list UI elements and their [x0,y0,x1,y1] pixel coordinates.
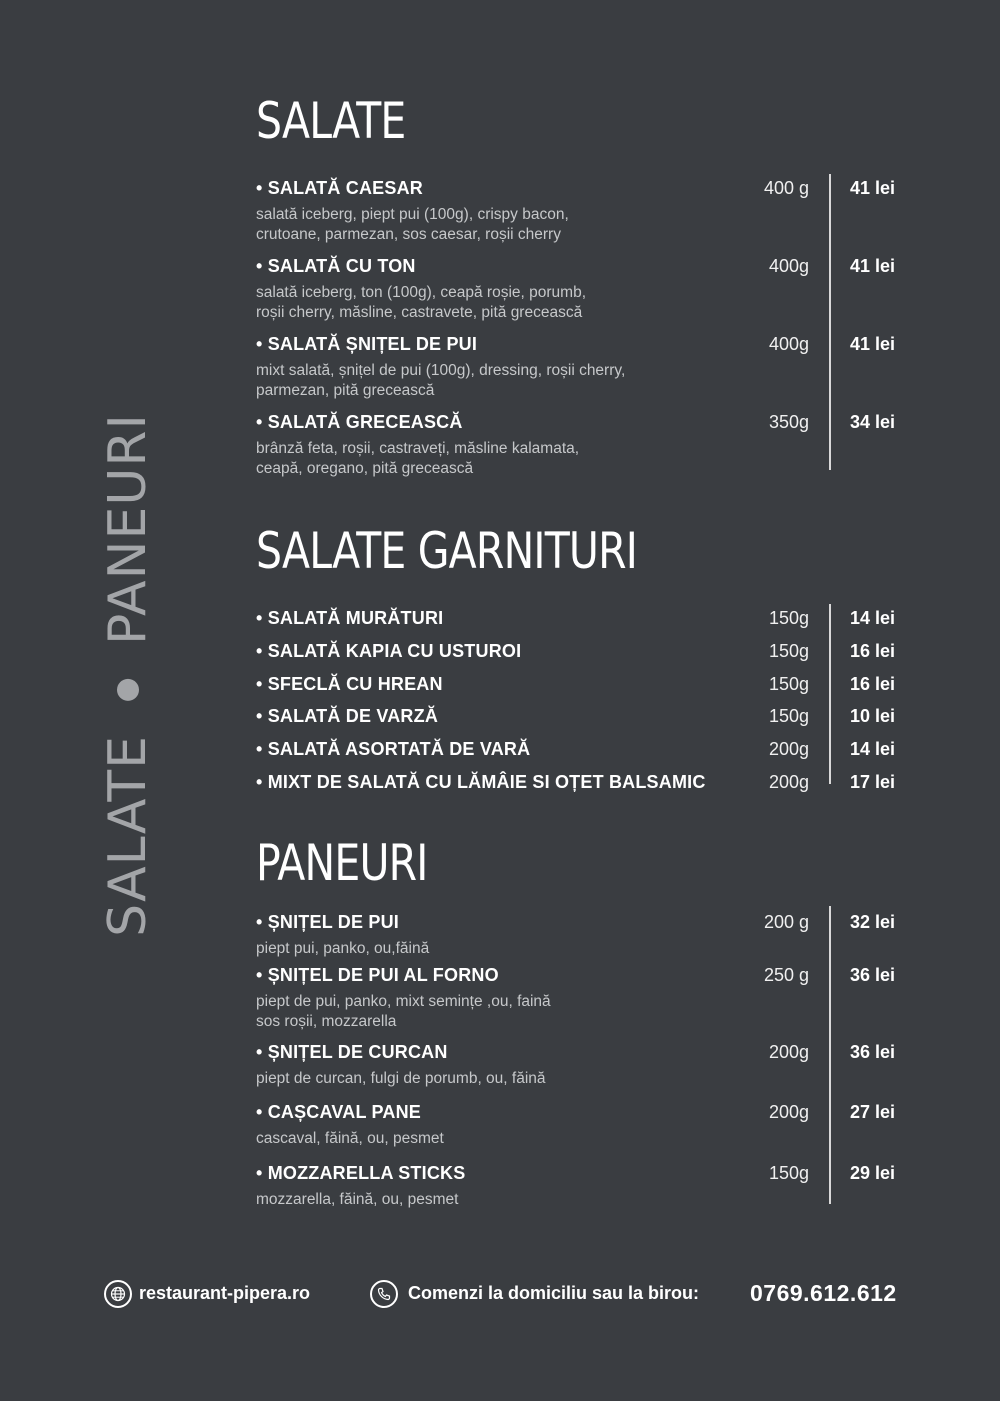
item-price: 32 lei [849,912,895,932]
desc-line: roșii cherry, măsline, castravete, pită grecească [256,304,583,321]
item-description [256,1129,686,1149]
item-list [256,178,906,482]
item-description [256,992,686,1032]
item-name: • SALATĂ GRECEASCĂ [256,412,463,432]
item-weight: 400g [768,256,809,276]
item-name: • SFECLĂ CU HREAN [256,673,443,694]
item-name: • ȘNIȚEL DE PUI AL FORNO [256,965,499,985]
item-price: 41 lei [849,256,895,276]
menu-item [256,641,906,674]
item-name: • SALATĂ DE VARZĂ [256,706,439,727]
item-price: 41 lei [849,178,895,198]
side-label-salate: SALATE [98,735,158,937]
item-weight: 350g [768,412,809,432]
desc-line: mozzarella, făină, ou, pesmet [256,1191,459,1208]
item-description [256,1069,686,1089]
item-name: • SALATĂ KAPIA CU USTUROI [256,640,522,661]
item-weight: 150g [768,706,809,727]
item-price: 36 lei [849,1042,895,1062]
item-price: 17 lei [849,771,895,792]
item-list [256,912,906,1213]
menu-item [256,1102,906,1163]
item-price: 16 lei [849,673,895,694]
menu-item [256,1042,906,1102]
item-list [256,608,906,805]
item-name: • CAȘCAVAL PANE [256,1102,421,1122]
desc-line: salată iceberg, ton (100g), ceapă roșie, porumb, [256,284,586,301]
item-weight: 200g [768,739,809,760]
item-weight: 150g [768,608,809,628]
item-price: 27 lei [849,1102,895,1122]
phone-number[interactable]: 0769.612.612 [750,1280,897,1306]
item-name: • SALATĂ ȘNIȚEL DE PUI [256,334,478,354]
menu-item [256,608,906,641]
menu-item [256,706,906,739]
item-price: 10 lei [849,706,895,727]
section-title: SALATE [256,92,406,150]
desc-line: piept de curcan, fulgi de porumb, ou, făină [256,1070,546,1087]
menu-item [256,912,906,965]
item-price: 41 lei [849,334,895,354]
item-name: • MIXT DE SALATĂ CU LĂMÂIE SI OȚET BALSAMIC [256,771,706,792]
desc-line: piept pui, panko, ou,făină [256,940,430,957]
globe-icon [104,1280,132,1308]
section-salate [256,92,906,482]
desc-line: piept de pui, panko, mixt semințe ,ou, faină [256,993,551,1010]
desc-line: parmezan, pită grecească [256,382,435,399]
side-label [98,413,158,937]
item-weight: 150g [768,640,809,661]
item-price: 16 lei [849,640,895,661]
item-price: 34 lei [849,412,895,432]
item-price: 14 lei [849,739,895,760]
item-name: • ȘNIȚEL DE PUI [256,912,399,932]
item-name: • SALATĂ ASORTATĂ DE VARĂ [256,739,531,760]
item-weight: 400g [768,334,809,354]
side-label-paneuri: PANEURI [98,413,158,646]
item-weight: 200g [768,1102,809,1122]
item-price: 36 lei [849,965,895,985]
menu-item [256,334,906,412]
desc-line: salată iceberg, piept pui (100g), crispy bacon, [256,206,569,223]
item-description [256,205,686,245]
item-weight: 150g [768,1163,809,1183]
order-text: Comenzi la domiciliu sau la birou: [408,1283,700,1303]
footer [104,1280,904,1310]
phone-icon [370,1280,398,1308]
item-description [256,361,686,401]
item-weight: 200g [768,771,809,792]
item-name: • SALATĂ MURĂTURI [256,608,444,628]
menu-item [256,772,906,805]
desc-line: sos roșii, mozzarella [256,1013,397,1030]
item-price: 14 lei [849,608,895,628]
item-weight: 200 g [763,912,809,932]
section-salate-garnituri [256,522,906,805]
menu-item [256,178,906,256]
item-name: • MOZZARELLA STICKS [256,1163,466,1183]
item-weight: 400 g [763,178,809,198]
menu-item [256,412,906,482]
section-paneuri [256,834,906,1213]
menu-item [256,739,906,772]
item-weight: 200g [768,1042,809,1062]
item-description [256,939,686,959]
desc-line: mixt salată, șnițel de pui (100g), dressing, roșii cherry, [256,362,626,379]
item-description [256,283,686,323]
item-name: • SALATĂ CAESAR [256,178,423,198]
item-name: • ȘNIȚEL DE CURCAN [256,1042,448,1062]
item-price: 29 lei [849,1163,895,1183]
menu-item [256,965,906,1042]
section-title: PANEURI [256,834,428,892]
desc-line: crutoane, parmezan, sos caesar, roșii cherry [256,226,561,243]
item-weight: 250 g [763,965,809,985]
menu-item [256,1163,906,1213]
desc-line: ceapă, oregano, pită grecească [256,460,474,477]
desc-line: cascaval, făină, ou, pesmet [256,1130,444,1147]
item-name: • SALATĂ CU TON [256,256,416,276]
website-link[interactable]: restaurant-pipera.ro [139,1283,311,1303]
desc-line: brânză feta, roșii, castraveți, măsline kalamata, [256,440,580,457]
item-weight: 150g [768,673,809,694]
item-description [256,1190,686,1210]
menu-item [256,674,906,707]
menu-item [256,256,906,334]
item-description [256,439,686,479]
bullet-dot-icon [117,679,139,701]
section-title: SALATE GARNITURI [256,522,638,580]
